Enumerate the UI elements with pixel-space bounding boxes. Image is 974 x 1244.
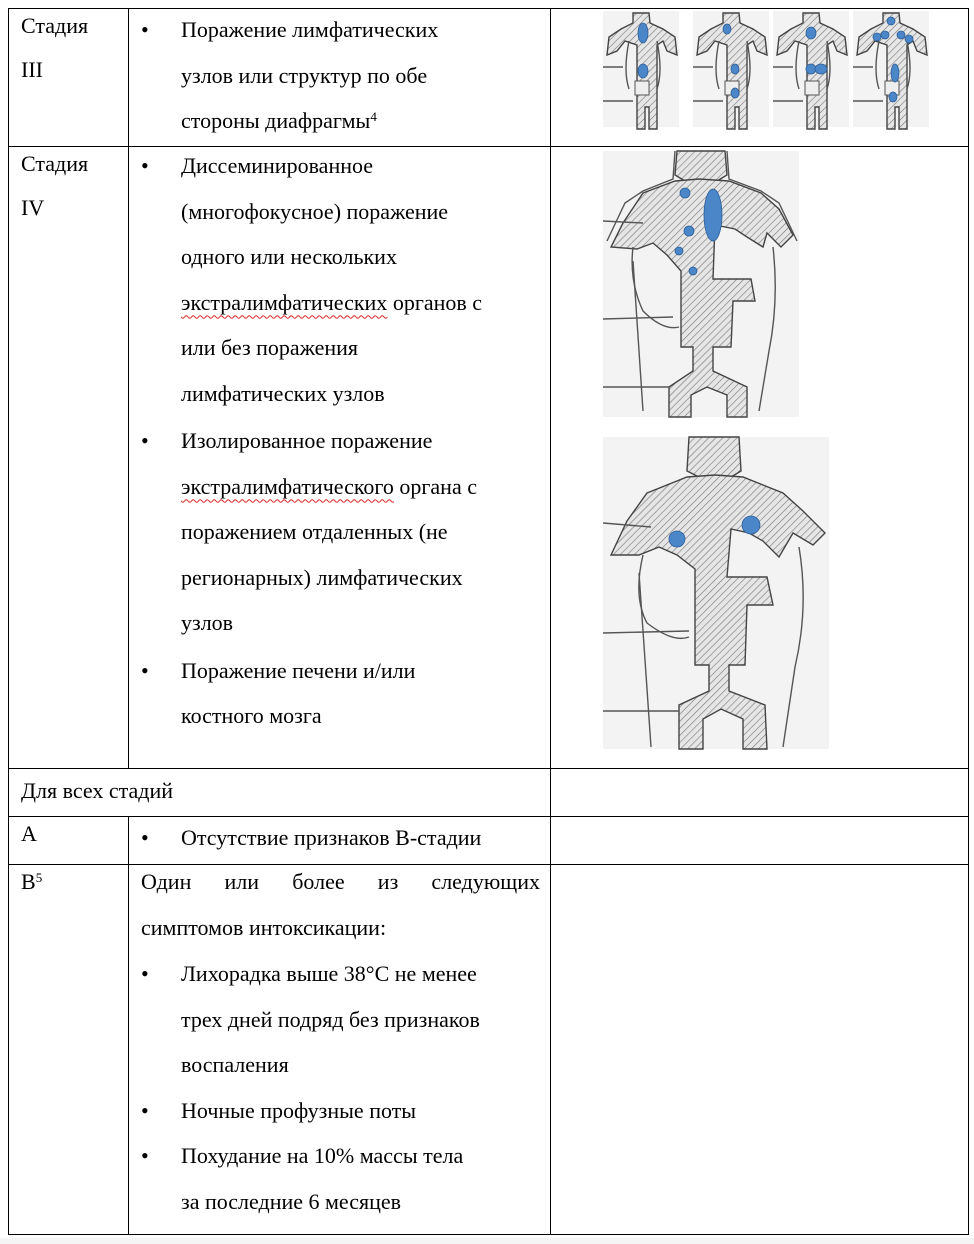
table-row-a (9, 817, 969, 865)
stage-4-description-cell (129, 147, 551, 769)
empty-cell (551, 817, 969, 865)
line: Поражение лимфатических (181, 17, 439, 42)
table-row-b (9, 865, 969, 1235)
stage-label: A (21, 821, 37, 846)
list-item: • Отсутствие признаков В-стадии (129, 817, 550, 859)
stage-3-description-cell (129, 9, 551, 147)
list-item (129, 143, 550, 416)
footnote-ref: 4 (370, 109, 377, 124)
table-row-all-stages (9, 769, 969, 817)
line: регионарных) лимфатических (181, 564, 463, 590)
line: Похудание на 10% массы тела (181, 1143, 464, 1168)
stage-label: Стадия (21, 13, 89, 38)
empty-cell (551, 769, 969, 817)
stage-3-figure-cell (551, 9, 969, 147)
list-item (129, 418, 550, 646)
stage-4-label-cell (9, 147, 129, 769)
line: одного или нескольких (181, 244, 397, 269)
line: Диссеминированное (181, 153, 374, 178)
line: узлов (181, 610, 234, 635)
empty-cell (551, 865, 969, 1235)
line: симптомов интоксикации: (141, 915, 387, 940)
stage-number: III (21, 57, 43, 82)
a-label-cell (9, 817, 129, 865)
list-item (129, 1133, 550, 1224)
line: или без поражения (181, 335, 359, 360)
list-item (129, 7, 550, 144)
line: узлов или структур по обе (181, 62, 428, 88)
line: стороны диафрагмы (181, 108, 371, 133)
line: Поражение печени и/или (181, 657, 416, 683)
line: органов с (392, 289, 483, 315)
line: органа с (399, 473, 477, 499)
stage-number: IV (21, 195, 45, 220)
section-heading: Для всех стадий (21, 778, 174, 803)
staging-table (8, 8, 969, 1235)
b-description-cell (129, 865, 551, 1235)
line: Лихорадка выше 38°С не менее (181, 961, 477, 986)
footnote-ref: 5 (35, 870, 43, 885)
line: за последние 6 месяцев (181, 1188, 402, 1214)
line: Изолированное поражение (181, 428, 433, 453)
stage-label: B (21, 869, 36, 894)
stage-4-figure-cell (551, 147, 969, 769)
list-item (129, 951, 550, 1088)
spellcheck-flagged-word: экстралимфатического (181, 473, 394, 499)
torso-lymph-diagram-icon (551, 9, 969, 145)
list-item (129, 648, 550, 739)
line: (многофокусное) поражение (181, 198, 449, 224)
line: трех дней подряд без признаков (181, 1006, 480, 1032)
all-stages-label-cell (9, 769, 551, 817)
line: костного мозга (181, 703, 322, 728)
stage-label: Стадия (21, 151, 89, 176)
table-row-stage-4 (9, 147, 969, 769)
list-item (129, 1088, 550, 1134)
spellcheck-flagged-word: экстралимфатических (181, 289, 388, 315)
line: Один или более из следующих (141, 869, 540, 894)
table-row-stage-3 (9, 9, 969, 147)
line: воспаления (181, 1052, 289, 1077)
stage-3-label-cell (9, 9, 129, 147)
intro-paragraph (129, 859, 550, 951)
line: Ночные профузные поты (181, 1097, 417, 1123)
line: поражением отдаленных (не (181, 519, 448, 544)
a-description-cell (129, 817, 551, 865)
torso-organ-diagram-icon (551, 147, 969, 767)
b-label-cell (9, 865, 129, 1235)
line: лимфатических узлов (181, 380, 385, 406)
